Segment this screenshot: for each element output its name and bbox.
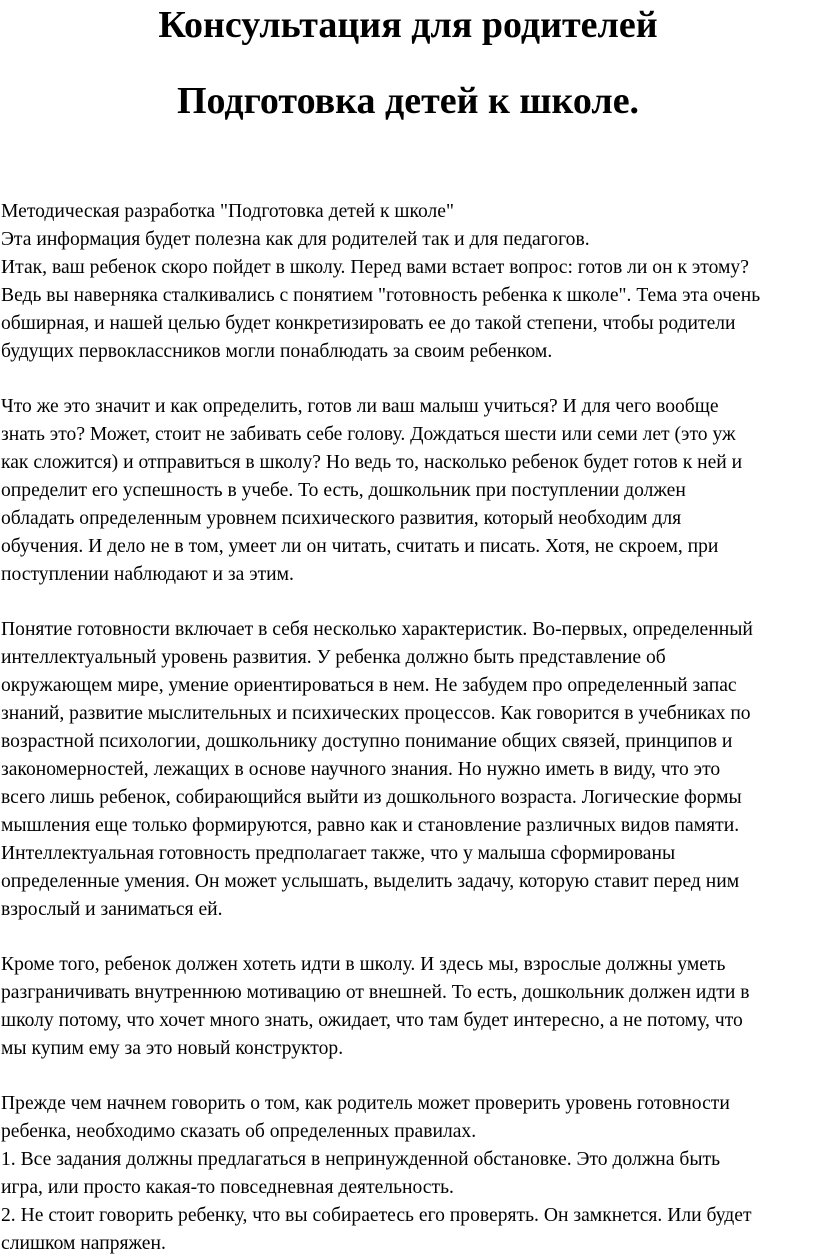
paragraph-spacer bbox=[1, 1063, 813, 1090]
text-line: мышления еще только формируются, равно как и становление различных видов памяти. bbox=[1, 815, 740, 836]
text-line: Итак, ваш ребенок скоро пойдет в школу. Перед вами встает вопрос: готов ли он к этому? bbox=[1, 257, 749, 278]
text-line: обучения. И дело не в том, умеет ли он читать, считать и писать. Хотя, не скроем, при bbox=[1, 536, 719, 557]
page-title: Консультация для родителей bbox=[158, 4, 658, 46]
text-line: Методическая разработка "Подготовка детей к школе" bbox=[1, 201, 454, 222]
list-item-text: игра, или просто какая-то повседневная деятельность. bbox=[1, 1177, 454, 1198]
text-line: Кроме того, ребенок должен хотеть идти в школу. И здесь мы, взрослые должны уметь bbox=[1, 954, 726, 975]
text-line: закономерностей, лежащих в основе научного знания. Но нужно иметь в виду, что это bbox=[1, 759, 721, 780]
text-line: поступлении наблюдают и за этим. bbox=[1, 564, 294, 585]
list-item-text: 2. Не стоит говорить ребенку, что вы собираетесь его проверять. Он замкнется. Или будет bbox=[1, 1205, 752, 1226]
text-line: взрослый и заниматься ей. bbox=[1, 899, 223, 920]
article-body bbox=[1, 198, 813, 1258]
text-line: мы купим ему за это новый конструктор. bbox=[1, 1038, 344, 1059]
text-line: возрастной психологии, дошкольнику доступно понимание общих связей, принципов и bbox=[1, 731, 733, 752]
text-line: будущих первоклассников могли понаблюдать за своим ребенком. bbox=[1, 341, 553, 362]
text-line: Что же это значит и как определить, готов ли ваш малыш учиться? И для чего вообще bbox=[1, 396, 719, 417]
text-line: знать это? Может, стоит не забивать себе голову. Дождаться шести или семи лет (это уж bbox=[1, 424, 736, 445]
text-line: всего лишь ребенок, собирающийся выйти из дошкольного возраста. Логические формы bbox=[1, 787, 742, 808]
paragraph-intellectual-readiness bbox=[1, 616, 813, 924]
text-line: Интеллектуальная готовность предполагает также, что у малыша сформированы bbox=[1, 843, 676, 864]
text-line: определенные умения. Он может услышать, выделить задачу, которую ставит перед ним bbox=[1, 871, 740, 892]
text-line: обширная, и нашей целью будет конкретизировать ее до такой степени, чтобы родители bbox=[1, 313, 736, 334]
text-line: Понятие готовности включает в себя несколько характеристик. Во-первых, определенный bbox=[1, 619, 753, 640]
text-line: обладать определенным уровнем психического развития, который необходим для bbox=[1, 508, 682, 529]
list-item-text: 1. Все задания должны предлагаться в непринужденной обстановке. Это должна быть bbox=[1, 1149, 721, 1170]
text-line: Ведь вы наверняка сталкивались с понятием "готовность ребенка к школе". Тема эта очень bbox=[1, 285, 761, 306]
paragraph-readiness-question bbox=[1, 393, 813, 589]
paragraph-spacer bbox=[1, 589, 813, 616]
text-line: Прежде чем начнем говорить о том, как родитель может проверить уровень готовности bbox=[1, 1093, 730, 1114]
text-line: знаний, развитие мыслительных и психических процессов. Как говорится в учебниках по bbox=[1, 703, 751, 724]
text-line: разграничивать внутреннюю мотивацию от внешней. То есть, дошкольник должен идти в bbox=[1, 982, 750, 1003]
list-item-text: слишком напряжен. bbox=[1, 1233, 166, 1254]
text-line: как сложится) и отправиться в школу? Но ведь то, насколько ребенок будет готов к ней и bbox=[1, 452, 743, 473]
paragraph-spacer bbox=[1, 366, 813, 393]
page-subtitle: Подготовка детей к школе. bbox=[176, 80, 640, 122]
text-line: определит его успешность в учебе. То есть, дошкольник при поступлении должен bbox=[1, 480, 686, 501]
text-line: окружающем мире, умение ориентироваться в нем. Не забудем про определенный запас bbox=[1, 675, 737, 696]
paragraph-motivation bbox=[1, 951, 813, 1063]
text-line: Эта информация будет полезна как для родителей так и для педагогов. bbox=[1, 229, 590, 250]
paragraph-spacer bbox=[1, 924, 813, 951]
paragraph-intro bbox=[1, 198, 813, 366]
paragraph-rules bbox=[1, 1090, 813, 1258]
text-line: ребенка, необходимо сказать об определенных правилах. bbox=[1, 1121, 477, 1142]
text-line: интеллектуальный уровень развития. У ребенка должно быть представление об bbox=[1, 647, 666, 668]
text-line: школу потому, что хочет много знать, ожидает, что там будет интересно, а не потому, что bbox=[1, 1010, 743, 1031]
